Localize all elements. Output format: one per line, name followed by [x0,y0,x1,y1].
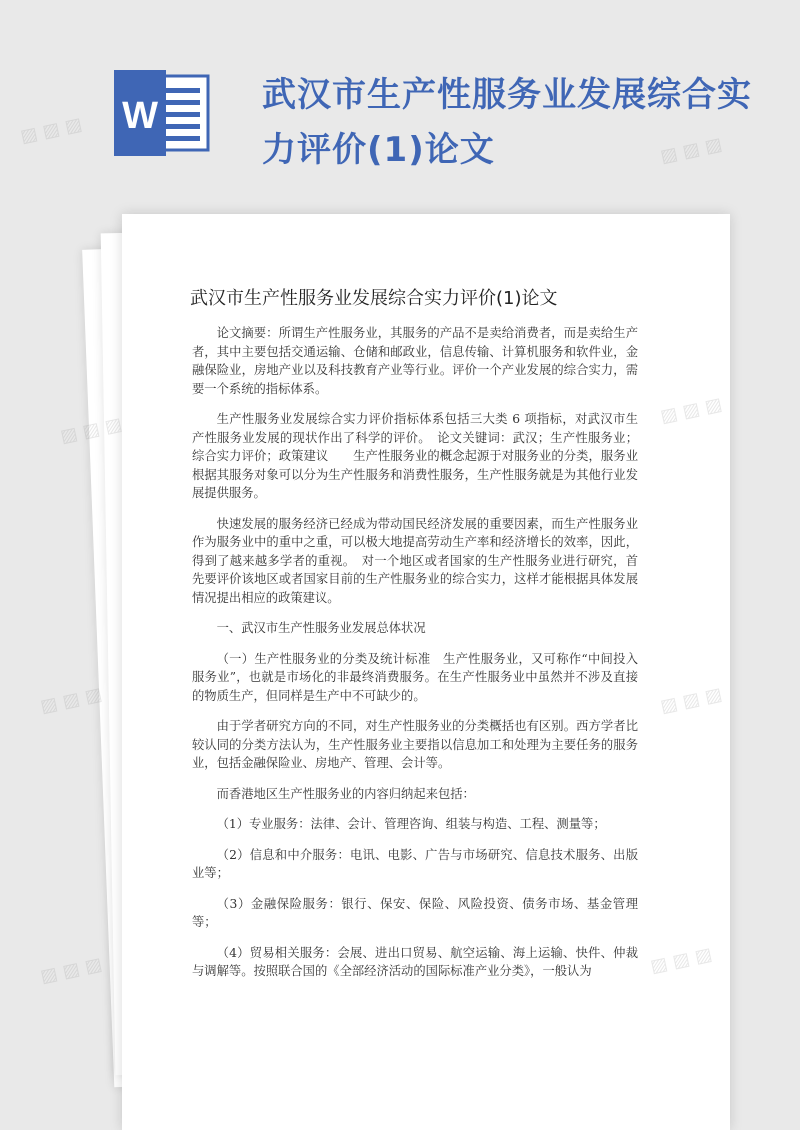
document-title: 武汉市生产性服务业发展综合实力评价(1)论文 [190,288,558,309]
watermark-mark: ▨ ▨ ▨ [58,413,124,448]
paragraph-hongkong: 而香港地区生产性服务业的内容归纳起来包括： [216,786,475,801]
watermark-mark: ▨ ▨ ▨ [18,113,84,148]
paragraph-keywords: 生产性服务业发展综合实力评价指标体系包括三大类 6 项指标，对武汉市生产性服务业发展的现状作出了科学的评价。 论文关键词：武汉；生产性服务业；综合实力评价；政策建议 生产性服务业的概念起源于对服务业的分类，服务业根据其服务对象可以分为生产性服务和消费性服务，生产性服务就是为其他行业发展提供服务。 [192,412,638,500]
paragraph-western-view: 由于学者研究方向的不同，对生产性服务业的分类概括也有区别。西方学者比较认同的分类方法认为，生产性服务业主要指以信息加工和处理为主要任务的服务业，包括金融保险业、房地产、管理、会计等。 [192,719,638,770]
page-title: 武汉市生产性服务业发展综合实力评价(1)论文 [262,75,752,170]
watermark-mark: ▨ ▨ ▨ [658,133,724,168]
list-item: （2）信息和中介服务：电讯、电影、广告与市场研究、信息技术服务、出版业等； [192,847,638,880]
paragraph-intro: 快速发展的服务经济已经成为带动国民经济发展的重要因素，而生产性服务业作为服务业中的重中之重，可以极大地提高劳动生产率和经济增长的效率，因此，得到了越来越多学者的重视。 对一个地区或者国家的生产性服务业进行研究，首先要评价该地区或者国家目前的生产性服务业的综合实力，这样才能根据具体发展情况提出相应的政策建议。 [192,516,638,605]
watermark-mark: ▨ ▨ ▨ [648,943,714,978]
list-item: （1）专业服务：法律、会计、管理咨询、组装与构造、工程、测量等； [216,817,606,831]
watermark-mark: ▨ ▨ ▨ [658,683,724,718]
document-body [192,324,638,993]
list-item: （3）金融保险服务：银行、保安、保险、风险投资、债务市场、基金管理等； [192,896,638,929]
paragraph-classification: （一）生产性服务业的分类及统计标准 生产性服务业，又可称作“中间投入服务业”，也就是市场化的非最终消费服务。在生产性服务业中虽然并不涉及直接的物质生产，但同样是生产中不可缺少的。 [192,651,638,703]
paragraph-abstract: 论文摘要：所谓生产性服务业，其服务的产品不是卖给消费者，而是卖给生产者，其中主要包括交通运输、仓储和邮政业，信息传输、计算机服务和软件业，金融保险业，房地产业以及科技教育产业等行业。评价一个产业发展的综合实力，需要一个系统的指标体系。 [192,326,638,396]
watermark-mark: ▨ ▨ ▨ [38,683,104,718]
word-document-icon [112,70,212,156]
section-heading: 一、武汉市生产性服务业发展总体状况 [216,621,426,635]
watermark-mark: ▨ ▨ ▨ [38,953,104,988]
svg-text:W: W [122,95,158,137]
list-item: （4）贸易相关服务：会展、进出口贸易、航空运输、海上运输、快件、仲裁与调解等。按照联合国的《全部经济活动的国际标准产业分类》，一般认为 [192,945,638,978]
document-page [122,214,730,1130]
watermark-mark: ▨ ▨ ▨ [658,393,724,428]
